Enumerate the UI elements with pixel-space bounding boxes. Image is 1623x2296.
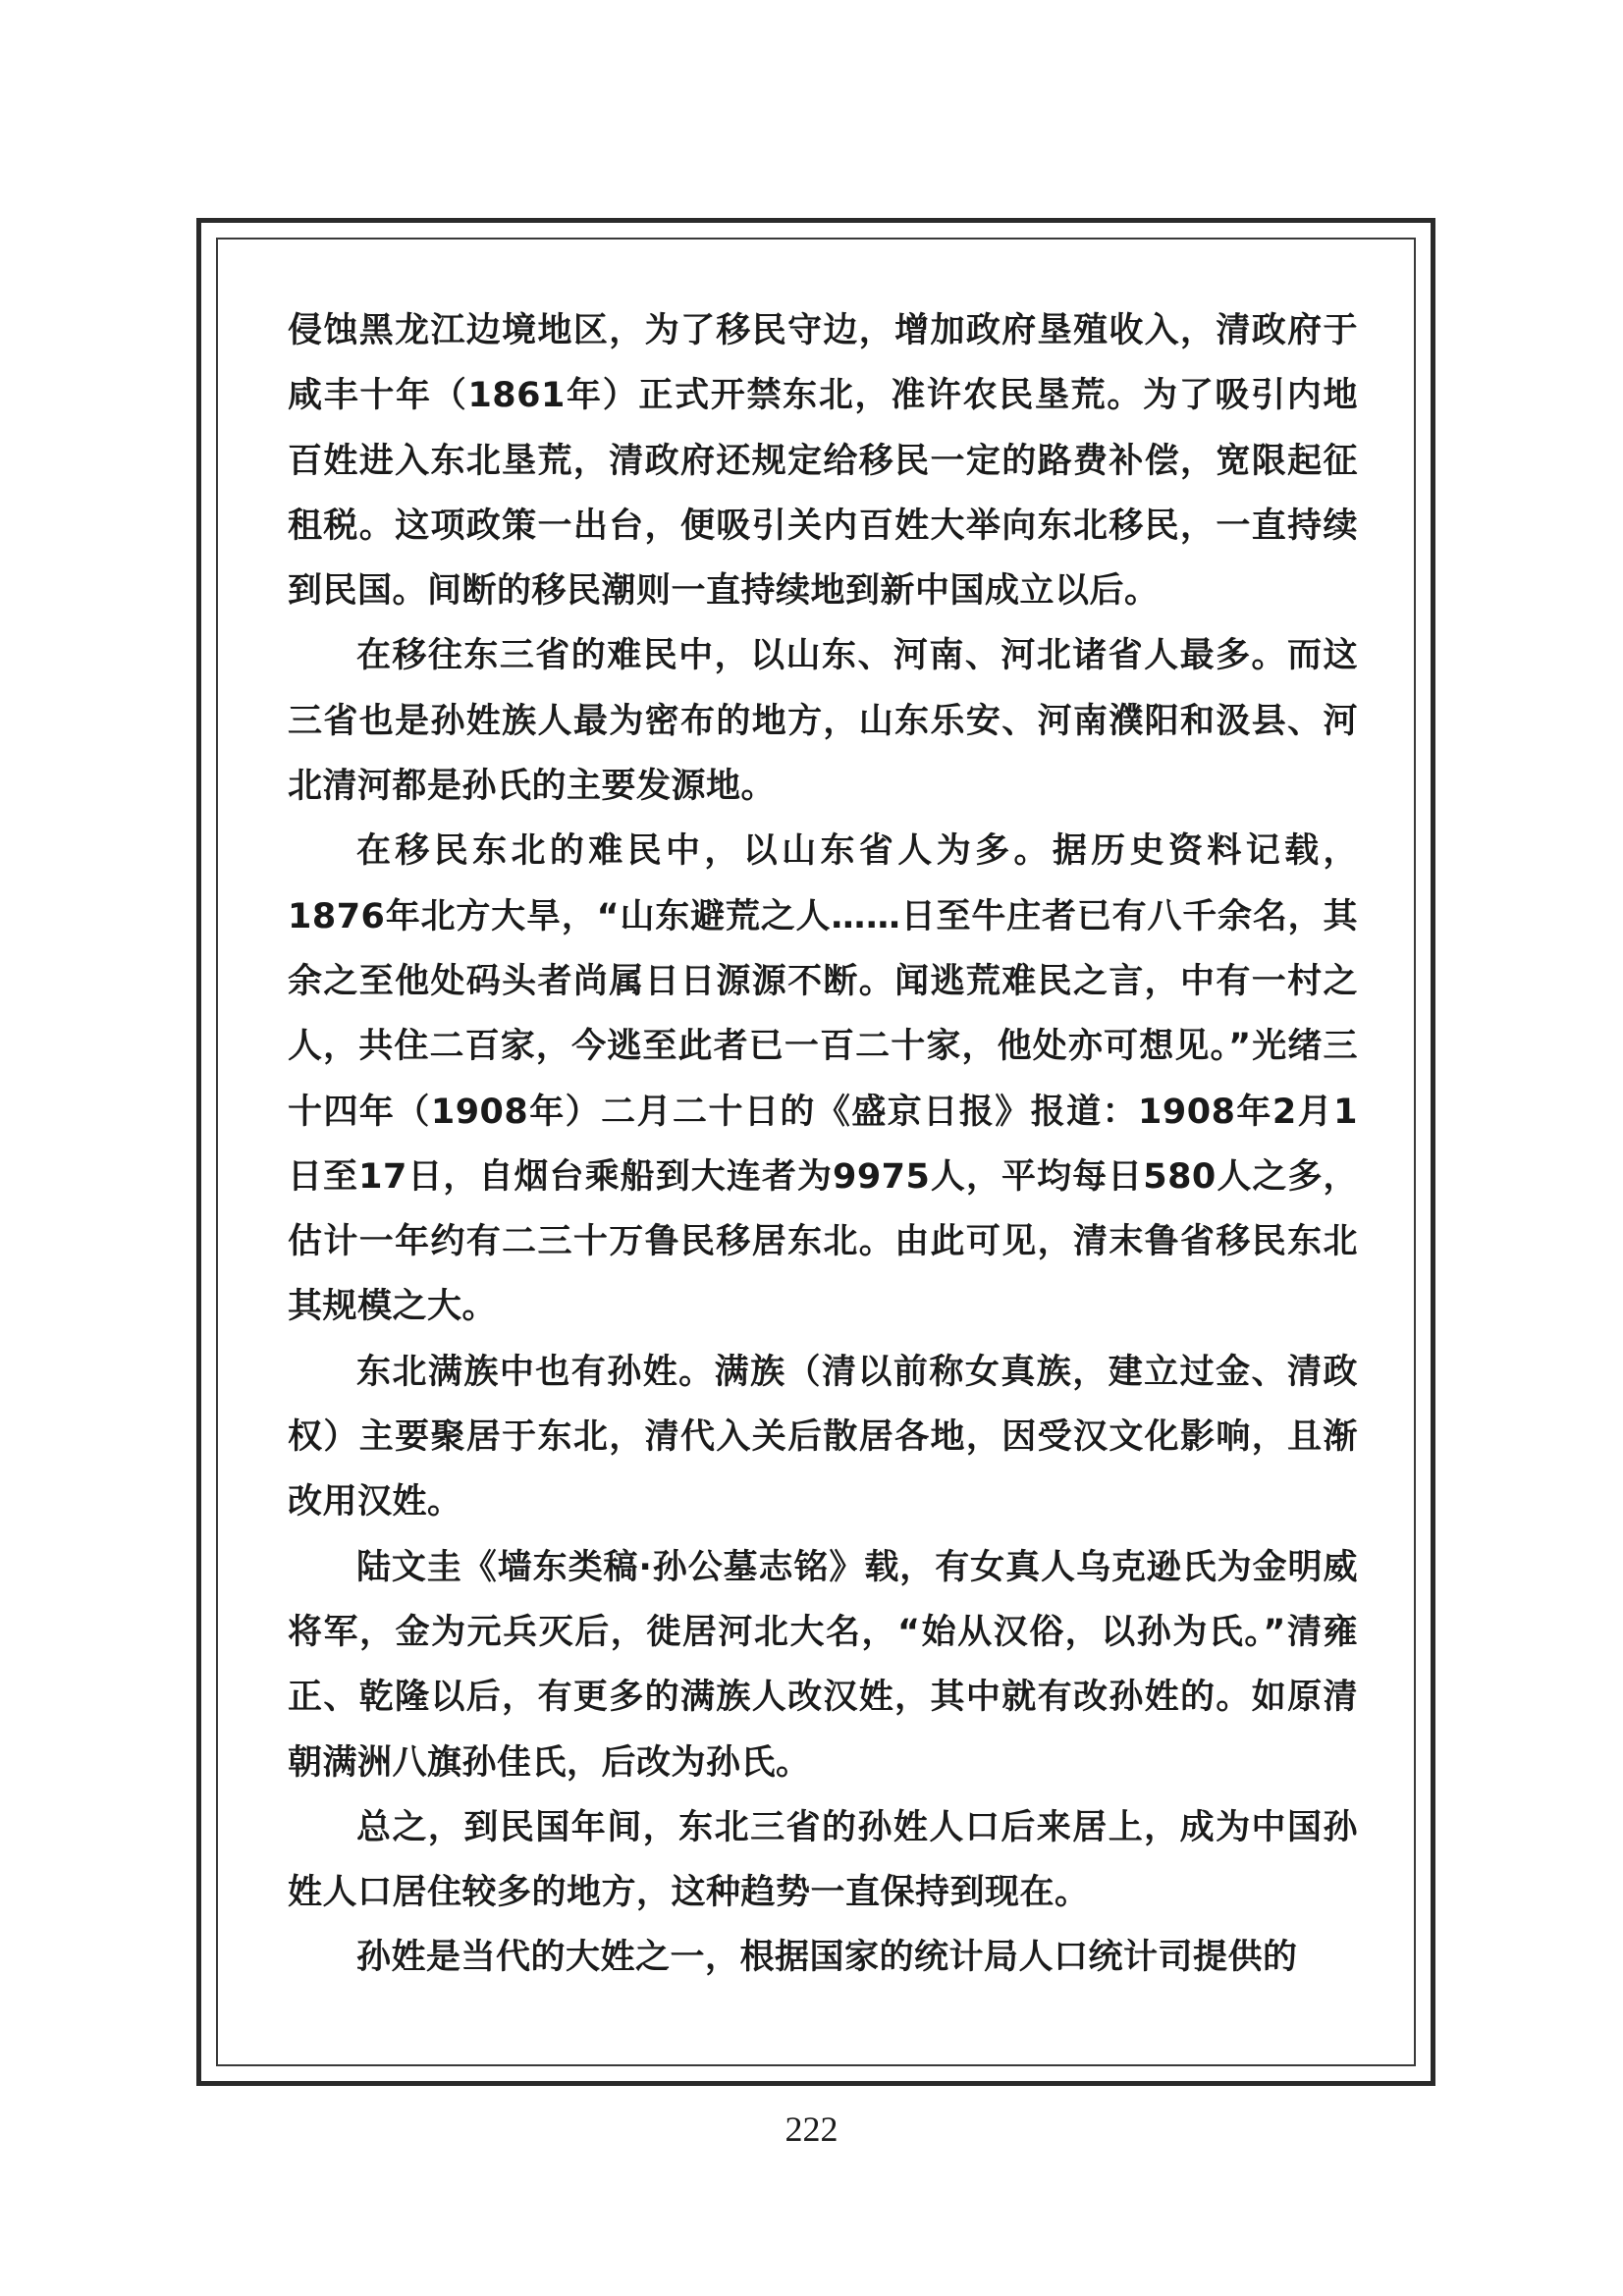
paragraph: 在移民东北的难民中，以山东省人为多。据历史资料记载，1876年北方大旱，“山东避荒之人……日至牛庄者已有八千余名，其余之至他处码头者尚属日日源源不断。闻逃荒难民之言，中有一村之人，共住二百家，今逃至此者已一百二十家，他处亦可想见。”光绪三十四年（1908年）二月二十日的《盛京日报》报道：1908年2月1日至17日，自烟台乘船到大连者为9975人，平均每日580人之多，估计一年约有二三十万鲁民移居东北。由此可见，清末鲁省移民东北其规模之大。 <box>288 831 1358 1327</box>
page-number: 222 <box>784 2109 839 2149</box>
paragraph: 东北满族中也有孙姓。满族（清以前称女真族，建立过金、清政权）主要聚居于东北，清代入关后散居各地，因受汉文化影响，且渐改用汉姓。 <box>288 1352 1358 1522</box>
paragraph: 在移往东三省的难民中，以山东、河南、河北诸省人最多。而这三省也是孙姓族人最为密布的地方，山东乐安、河南濮阳和汲县、河北清河都是孙氏的主要发源地。 <box>288 636 1358 807</box>
paragraph: 总之，到民国年间，东北三省的孙姓人口后来居上，成为中国孙姓人口居住较多的地方，这种趋势一直保持到现在。 <box>288 1807 1358 1913</box>
paragraph: 孙姓是当代的大姓之一，根据国家的统计局人口统计司提供的 <box>356 1938 1298 1978</box>
body-text <box>288 298 1358 1991</box>
paragraph-continued: 侵蚀黑龙江边境地区，为了移民守边，增加政府垦殖收入，清政府于咸丰十年（1861年）正式开禁东北，准许农民垦荒。为了吸引内地百姓进入东北垦荒，清政府还规定给移民一定的路费补偿，宽限起征租税。这项政策一出台，便吸引关内百姓大举向东北移民，一直持续到民国。间断的移民潮则一直持续地到新中国成立以后。 <box>288 311 1358 612</box>
paragraph: 陆文圭《墙东类稿·孙公墓志铭》载，有女真人乌克逊氏为金明威将军，金为元兵灭后，徙居河北大名，“始从汉俗，以孙为氏。”清雍正、乾隆以后，有更多的满族人改汉姓，其中就有改孙姓的。如原清朝满洲八旗孙佳氏，后改为孙氏。 <box>288 1547 1358 1783</box>
